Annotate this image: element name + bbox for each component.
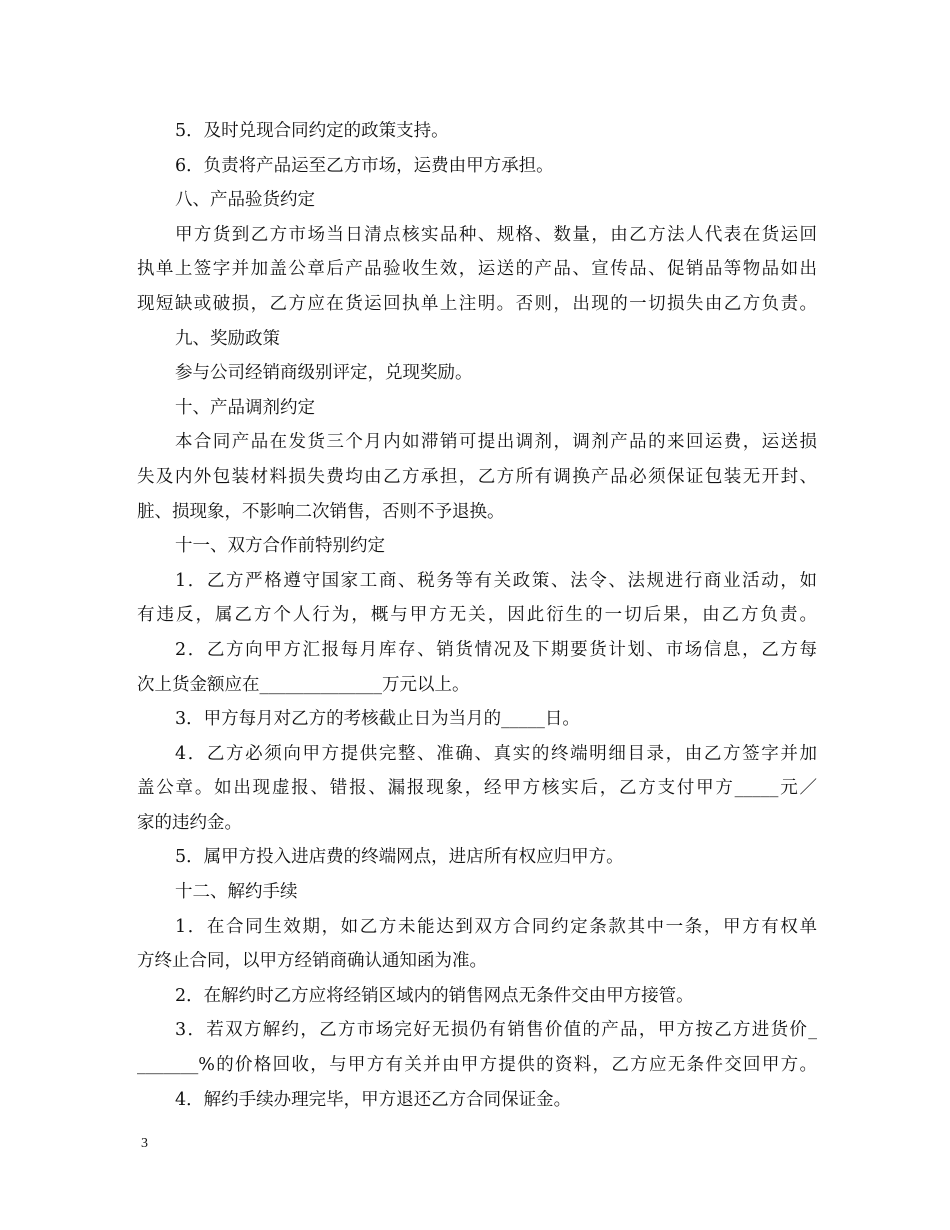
- section-heading: 十一、双方合作前特别约定: [175, 536, 385, 557]
- text-line: 3．若双方解约，乙方市场完好无损仍有销售价值的产品，甲方按乙方进货价_: [175, 1020, 817, 1041]
- text-line: 方终止合同，以甲方经销商确认通知函为准。: [137, 951, 487, 972]
- text-line: 脏、损现象，不影响二次销售，否则不予退换。: [137, 501, 505, 522]
- section-heading: 十、产品调剂约定: [175, 397, 315, 418]
- text-line: 5．及时兑现合同约定的政策支持。: [175, 121, 449, 141]
- text-line: 家的违约金。: [137, 812, 242, 833]
- section-heading: 九、奖励政策: [175, 328, 280, 349]
- text-line: 1．在合同生效期，如乙方未能达到双方合同约定条款其中一条，甲方有权单: [175, 916, 817, 937]
- text-line: 甲方货到乙方市场当日清点核实品种、规格、数量，由乙方法人代表在货运回: [175, 224, 817, 245]
- text-line: 3．甲方每月对乙方的考核截止日为当月的_____日。: [175, 709, 580, 730]
- text-line: 次上货金额应在______________万元以上。: [137, 674, 470, 695]
- text-line: 4．乙方必须向甲方提供完整、准确、真实的终端明细目录，由乙方签字并加: [175, 743, 817, 764]
- text-line: 6．负责将产品运至乙方市场，运费由甲方承担。: [175, 155, 554, 176]
- text-line: 2．乙方向甲方汇报每月库存、销货情况及下期要货计划、市场信息，乙方每: [175, 639, 817, 660]
- text-line: 有违反，属乙方个人行为，概与甲方无关，因此衍生的一切后果，由乙方负责。: [137, 605, 817, 626]
- text-line: _______%的价格回收，与甲方有关并由甲方提供的资料，乙方应无条件交回甲方。: [137, 1055, 817, 1076]
- section-heading: 十二、解约手续: [175, 882, 298, 903]
- text-line: 失及内外包装材料损失费均由乙方承担，乙方所有调换产品必须保证包装无开封、: [137, 466, 817, 487]
- text-line: 现短缺或破损，乙方应在货运回执单上注明。否则，出现的一切损失由乙方负责。: [137, 293, 817, 314]
- section-heading: 八、产品验货约定: [175, 190, 315, 211]
- document-body: [137, 114, 817, 1117]
- text-line: 2．在解约时乙方应将经销区域内的销售网点无条件交由甲方接管。: [175, 985, 694, 1006]
- text-line: 参与公司经销商级别评定，兑现奖励。: [175, 363, 473, 384]
- text-line: 盖公章。如出现虚报、错报、漏报现象，经甲方核实后，乙方支付甲方_____元／: [137, 778, 817, 799]
- text-line: 4．解约手续办理完毕，甲方退还乙方合同保证金。: [175, 1089, 572, 1110]
- text-line: 本合同产品在发货三个月内如滞销可提出调剂，调剂产品的来回运费，运送损: [175, 432, 817, 453]
- page-number: 3: [141, 1136, 148, 1151]
- text-line: 5．属甲方投入进店费的终端网点，进店所有权应归甲方。: [175, 847, 624, 868]
- text-line: 执单上签字并加盖公章后产品验收生效，运送的产品、宣传品、促销品等物品如出: [137, 259, 817, 280]
- text-line: 1．乙方严格遵守国家工商、税务等有关政策、法令、法规进行商业活动，如: [175, 570, 817, 591]
